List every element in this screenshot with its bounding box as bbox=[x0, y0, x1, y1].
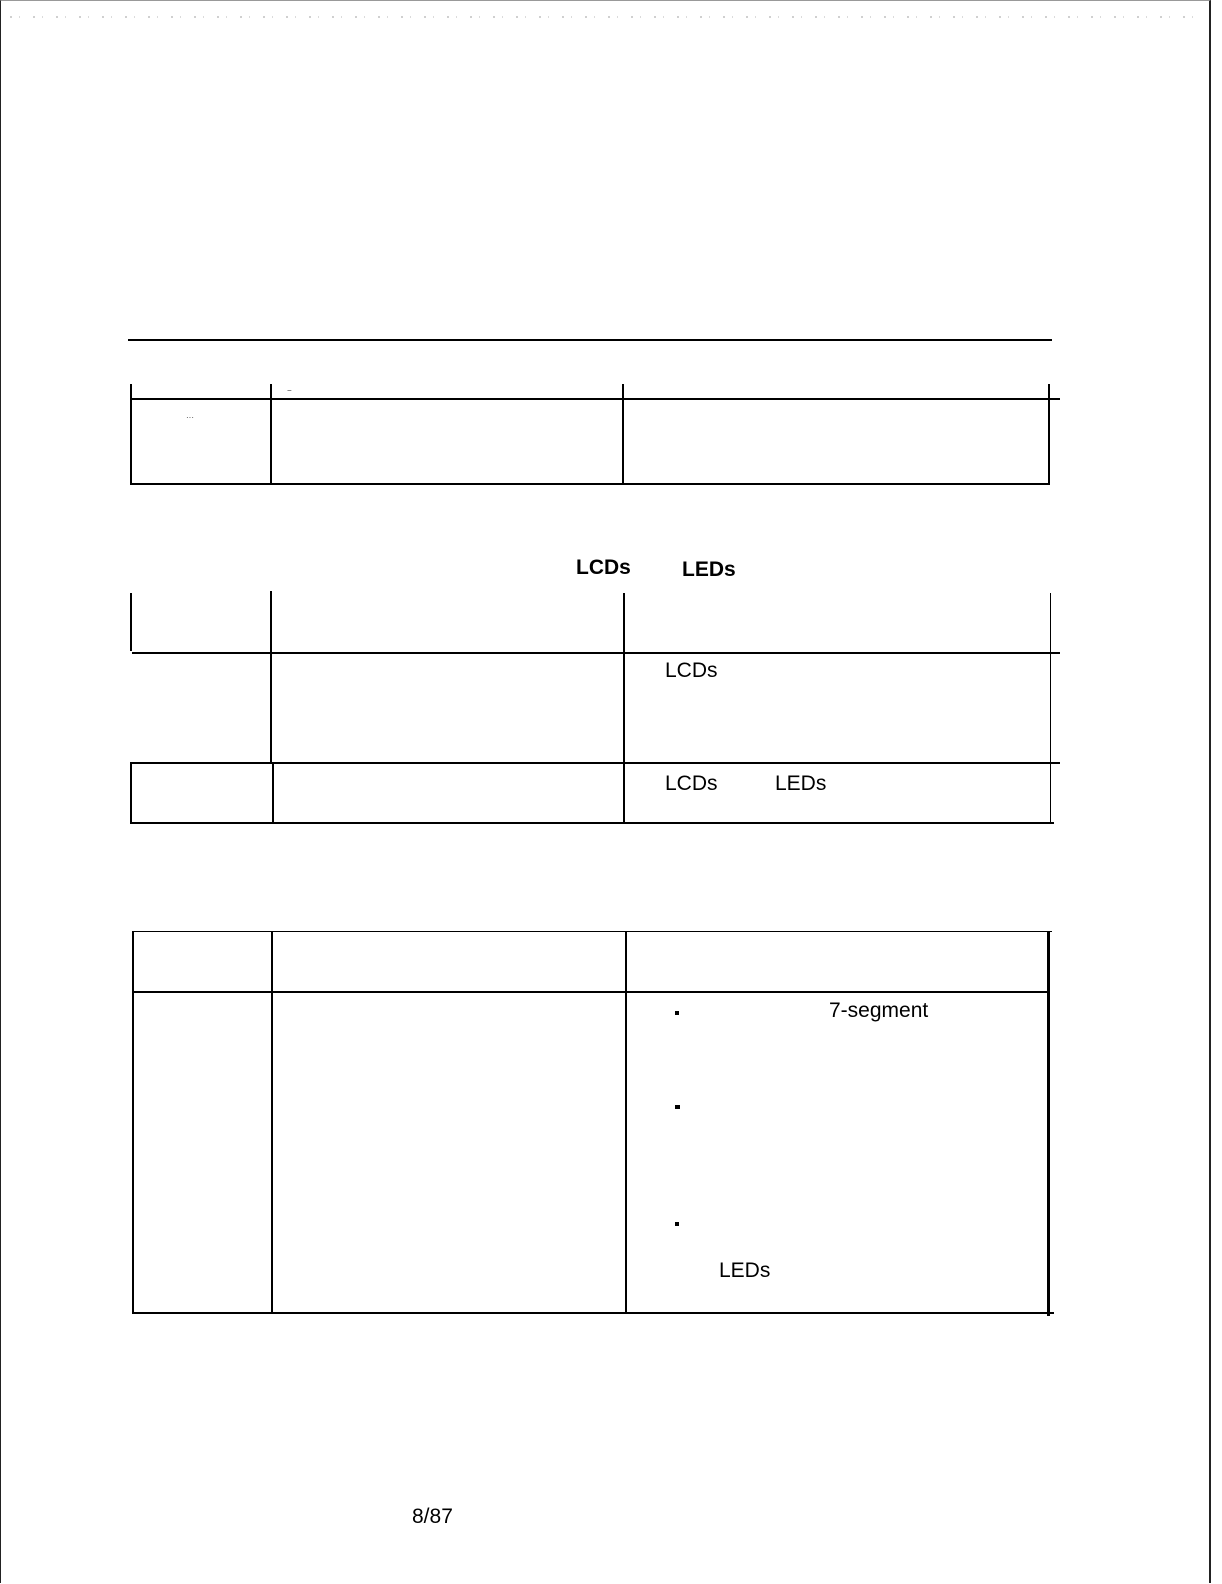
table-1-col-line-4 bbox=[1048, 384, 1050, 484]
table-2-row-1-lcds: LCDs bbox=[665, 659, 718, 682]
table-1-bottom-line bbox=[130, 483, 1050, 485]
scan-noise bbox=[10, 16, 1200, 18]
bullet-1 bbox=[675, 1011, 679, 1015]
table-3-7-segment: 7-segment bbox=[829, 999, 929, 1022]
table-3-col-line-3 bbox=[625, 931, 627, 1314]
section-rule bbox=[128, 339, 1052, 341]
table-2-row-2-leds: LEDs bbox=[775, 772, 827, 795]
table-1-speck-1: − bbox=[287, 386, 292, 395]
bullet-3 bbox=[675, 1222, 679, 1226]
table-2-col-line-4 bbox=[1050, 593, 1051, 824]
table-1-col-line-2 bbox=[270, 384, 272, 484]
table-3-col-line-2 bbox=[271, 931, 273, 1314]
heading-leds: LEDs bbox=[682, 558, 736, 581]
table-3-header-line bbox=[132, 991, 1050, 993]
table-2-col-line-1 bbox=[130, 593, 132, 651]
table-1-col-line-1 bbox=[130, 384, 132, 484]
table-2-col-line-2 bbox=[270, 591, 272, 763]
bullet-2 bbox=[675, 1105, 680, 1109]
footer-date: 8/87 bbox=[412, 1505, 453, 1528]
table-1-col-line-3 bbox=[622, 384, 624, 484]
table-2-col-line-2b bbox=[272, 762, 274, 824]
table-3-col-line-4 bbox=[1047, 931, 1050, 1316]
table-1-speck-2: ··· bbox=[186, 413, 194, 422]
table-3-col-line-1 bbox=[132, 931, 134, 1314]
table-3-top-line bbox=[132, 931, 1052, 932]
table-2-col-line-3 bbox=[623, 593, 625, 824]
table-2-bottom-line bbox=[130, 822, 1054, 824]
table-2-col-line-1b bbox=[130, 762, 132, 824]
heading-lcds: LCDs bbox=[576, 556, 631, 579]
table-3-leds: LEDs bbox=[719, 1259, 771, 1282]
table-2-row-2-lcds: LCDs bbox=[665, 772, 718, 795]
